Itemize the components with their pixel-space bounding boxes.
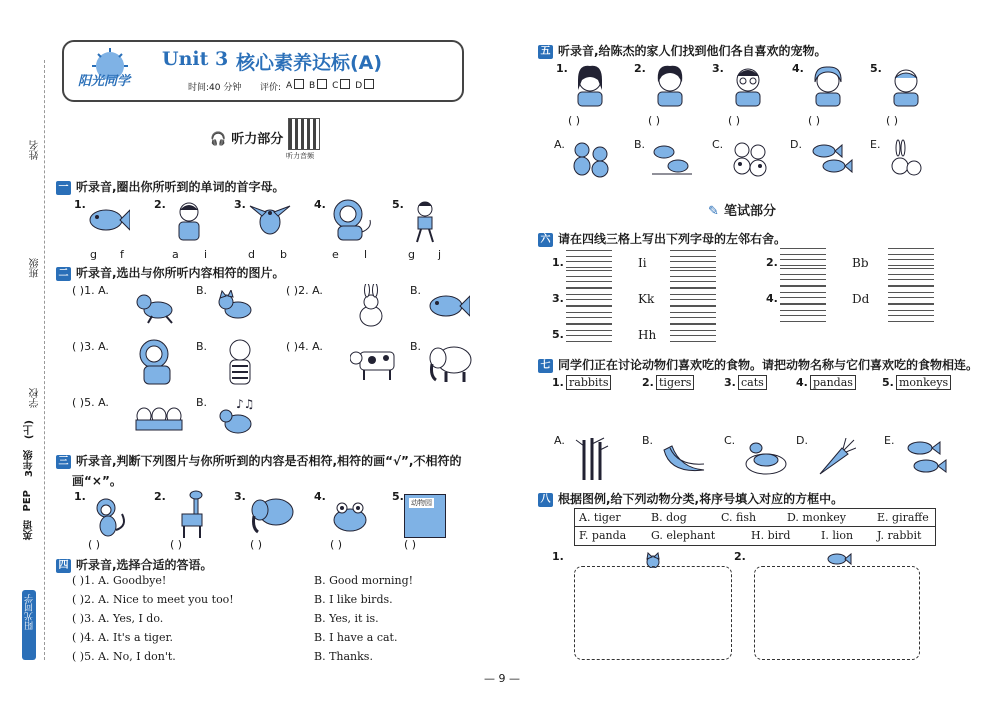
letter-option-b[interactable]: j	[438, 248, 442, 261]
grade-options	[286, 79, 376, 91]
sec6-title	[538, 230, 786, 247]
judge-answer[interactable]: ( )	[404, 538, 417, 551]
letter-option-a[interactable]: d	[248, 248, 255, 261]
logo	[70, 48, 150, 90]
sec7-num: 七	[538, 359, 553, 373]
rabbits-icon	[888, 138, 924, 178]
sort-box-2[interactable]	[754, 566, 920, 660]
sec6-text: 请在四线三格上写出下列字母的左邻右舍。	[558, 232, 787, 246]
item-number: 2.	[642, 376, 654, 389]
side-margin	[0, 0, 48, 713]
answer-choice-a[interactable]: ( )1. A. Goodbye!	[72, 574, 167, 587]
spine-edition: PEP	[22, 490, 33, 512]
item-number: 1.	[74, 490, 86, 503]
logo-text: 阳光同学	[78, 74, 131, 89]
headphone-icon: 🎧	[210, 132, 227, 147]
table-cell: G. elephant	[651, 529, 716, 542]
sec6-grid	[552, 248, 952, 348]
bananas-icon	[660, 442, 708, 478]
writing-lines[interactable]	[566, 306, 612, 324]
table-cell: H. bird	[751, 529, 791, 542]
writing-lines[interactable]	[888, 286, 934, 304]
bamboo-icon	[574, 436, 610, 480]
pet-option-label: D.	[790, 138, 802, 151]
grade-c: C	[332, 81, 339, 91]
judge-answer[interactable]: ( )	[250, 538, 263, 551]
writing-lines[interactable]	[566, 250, 612, 268]
table-cell: D. monkey	[787, 511, 846, 524]
man-glasses-icon	[728, 64, 768, 108]
given-letter: Dd	[852, 292, 870, 306]
grade-box[interactable]	[364, 79, 374, 89]
fish-face-icon	[826, 550, 852, 566]
qr-caption: 听力音频	[286, 152, 314, 160]
item-number: 5.	[552, 328, 564, 341]
tiger-icon	[220, 338, 260, 386]
item-number: 5.	[392, 490, 404, 503]
sec3-items	[70, 490, 470, 554]
sec5-num: 五	[538, 45, 553, 59]
animal-word[interactable]: tigers	[656, 375, 694, 390]
item-number: 3.	[234, 490, 246, 503]
elephant-icon	[248, 494, 296, 536]
writing-lines[interactable]	[888, 304, 934, 322]
item-number: 4.	[314, 198, 326, 211]
writing-lines[interactable]	[566, 324, 612, 342]
sec5-pets	[552, 134, 952, 184]
pet-option-label: C.	[712, 138, 724, 151]
answer-choice-a[interactable]: ( )3. A. Yes, I do.	[72, 612, 164, 625]
item-number: 1.	[552, 550, 564, 563]
cow-icon	[350, 346, 400, 382]
school-label: 学校	[30, 388, 41, 408]
table-cell: C. fish	[721, 511, 757, 524]
woman-icon	[570, 64, 610, 108]
sec1-text: 听录音,圈出你所听到的单词的首字母。	[76, 180, 285, 194]
writing-label: 笔试部分	[724, 204, 777, 219]
item-number: 3.	[552, 292, 564, 305]
page-title: 核心素养达标(A)	[236, 52, 383, 74]
grade-box[interactable]	[340, 79, 350, 89]
pet-answer[interactable]: ( )	[568, 114, 581, 127]
sec8-num: 八	[538, 493, 553, 507]
pet-answer[interactable]: ( )	[648, 114, 661, 127]
sec3-text-a: 听录音,判断下列图片与你所听到的内容是否相符,相符的画“√”,不相符的	[76, 454, 462, 468]
judge-answer[interactable]: ( )	[170, 538, 183, 551]
grade-d: D	[355, 81, 363, 91]
page-number: — 9 —	[484, 672, 520, 685]
judge-answer[interactable]: ( )	[330, 538, 343, 551]
pet-answer[interactable]: ( )	[886, 114, 899, 127]
time-label: 时间:40 分钟	[188, 83, 242, 93]
list-item	[230, 196, 310, 262]
animal-word[interactable]: rabbits	[566, 375, 611, 390]
sec5-people	[552, 62, 952, 132]
answer-choice-a[interactable]: ( )4. A. It's a tiger.	[72, 631, 174, 644]
writing-lines[interactable]	[670, 250, 716, 268]
listening-heading	[210, 128, 283, 147]
unit-label: Unit 3	[162, 48, 229, 70]
giraffe-icon	[174, 490, 208, 540]
frog-icon	[328, 498, 372, 534]
pet-option-label: B.	[634, 138, 646, 151]
animal-word[interactable]: pandas	[810, 375, 856, 390]
item-number: 2.	[154, 490, 166, 503]
dog-icon	[134, 290, 180, 324]
sec8-text: 根据图例,给下列动物分类,将序号填入对应的方框中。	[558, 492, 844, 506]
food-option-label: B.	[642, 434, 654, 447]
cat-icon	[214, 290, 260, 324]
sec6-num: 六	[538, 233, 553, 247]
item-number: 2.	[634, 62, 646, 75]
sec1-num: 一	[56, 181, 71, 195]
letter-option-a[interactable]: a	[172, 248, 179, 261]
pet-option-label: E.	[870, 138, 881, 151]
sec3-num: 三	[56, 455, 71, 469]
spine-label	[22, 420, 38, 660]
listening-label: 听力部分	[231, 132, 284, 147]
list-item	[70, 196, 150, 262]
spine-subject: 英语	[24, 520, 35, 540]
item-number: 5.	[392, 198, 404, 211]
grade-b: B	[309, 81, 316, 91]
answer-choice-a[interactable]: ( )2. A. Nice to meet you too!	[72, 593, 234, 606]
list-item	[390, 196, 470, 262]
birds-icon	[650, 140, 694, 176]
answer-choice-b[interactable]: B. I have a cat.	[314, 631, 398, 644]
list-item	[310, 196, 390, 262]
answer-choice-b[interactable]: B. Yes, it is.	[314, 612, 379, 625]
sec4-text: 听录音,选择合适的答语。	[76, 558, 213, 572]
fish-dish-icon	[744, 440, 788, 478]
item-number: 1.	[556, 62, 568, 75]
writing-lines[interactable]	[780, 268, 826, 286]
given-letter: Kk	[638, 292, 655, 306]
dogs-icon	[730, 138, 770, 178]
sec5-text: 听录音,给陈杰的家人们找到他们各自喜欢的宠物。	[558, 44, 827, 58]
class-label: 班级	[30, 258, 41, 278]
fish-icon	[426, 290, 470, 322]
sec2-q2[interactable]: ( )2. A.	[286, 284, 323, 297]
header-box	[62, 40, 464, 102]
item-number: 2.	[766, 256, 778, 269]
carrot-icon	[816, 438, 856, 478]
given-letter: Ii	[638, 256, 647, 270]
food-option-label: D.	[796, 434, 808, 447]
food-option-label: C.	[724, 434, 736, 447]
cats-icon	[570, 138, 614, 178]
table-cell: E. giraffe	[877, 511, 929, 524]
food-option-label: E.	[884, 434, 895, 447]
sec7-text: 同学们正在讨论动物们喜欢吃的食物。请把动物名称与它们喜欢吃的食物相连。	[558, 358, 979, 372]
svg-text:♪♫: ♪♫	[236, 397, 255, 411]
writing-lines[interactable]	[888, 248, 934, 266]
sec2-q5-b: B.	[196, 396, 208, 409]
writing-lines[interactable]	[566, 288, 612, 306]
item-number: 2.	[154, 198, 166, 211]
writing-lines[interactable]	[780, 248, 826, 266]
writing-lines[interactable]	[670, 306, 716, 324]
writing-lines[interactable]	[780, 304, 826, 322]
item-number: 3.	[712, 62, 724, 75]
writing-lines[interactable]	[670, 324, 716, 342]
sort-box-1[interactable]	[574, 566, 732, 660]
item-number: 5.	[870, 62, 882, 75]
rabbit-icon	[354, 284, 388, 328]
answer-choice-b[interactable]: B. Thanks.	[314, 650, 373, 663]
letter-option-b[interactable]: f	[120, 248, 124, 261]
sec5-title	[538, 42, 827, 59]
answer-choice-b[interactable]: B. I like birds.	[314, 593, 393, 606]
sec4-title	[56, 556, 213, 573]
pet-option-label: A.	[554, 138, 565, 151]
girl-icon	[650, 64, 690, 108]
item-number: 3.	[234, 198, 246, 211]
item-number: 1.	[74, 198, 86, 211]
writing-lines[interactable]	[670, 288, 716, 306]
cut-line	[44, 60, 45, 660]
table-cell: B. dog	[651, 511, 687, 524]
grade-box[interactable]	[294, 79, 304, 89]
sec2-title	[56, 264, 285, 281]
list-item	[150, 196, 230, 262]
animal-table	[574, 508, 936, 546]
given-letter: Bb	[852, 256, 869, 270]
sec2-q2-b: B.	[410, 284, 422, 297]
kid-icon	[410, 200, 440, 244]
table-divider	[575, 526, 935, 527]
name-label: 姓名	[30, 140, 41, 160]
grade-a: A	[286, 81, 293, 91]
grandpa-icon	[886, 64, 926, 108]
sec2-q4-b: B.	[410, 340, 422, 353]
item-number: 3.	[724, 376, 736, 389]
writing-heading	[708, 200, 776, 219]
sec2-q3[interactable]: ( )3. A.	[72, 340, 109, 353]
grade-box[interactable]	[317, 79, 327, 89]
item-number: 5.	[882, 376, 894, 389]
sec1-items	[70, 196, 470, 262]
letter-option-a[interactable]: g	[90, 248, 97, 261]
fishes-icon	[808, 142, 854, 174]
spine-grade: 3年级	[24, 450, 35, 477]
table-cell: A. tiger	[579, 511, 621, 524]
item-number: 1.	[552, 256, 564, 269]
spine-brand: 阳光同学	[25, 594, 35, 630]
item-number: 4.	[792, 62, 804, 75]
bird-icon	[248, 200, 292, 240]
table-cell: J. rabbit	[877, 529, 922, 542]
spine-term: (上)	[24, 420, 35, 440]
pencil-icon: ✎	[708, 204, 719, 219]
table-cell: I. lion	[821, 529, 854, 542]
boy-icon	[172, 200, 206, 242]
item-number: 1.	[552, 376, 564, 389]
monkey-icon	[88, 496, 128, 538]
item-number: 4.	[796, 376, 808, 389]
item-number: 4.	[766, 292, 778, 305]
letter-option-a[interactable]: g	[408, 248, 415, 261]
answer-choice-a[interactable]: ( )5. A. No, I don't.	[72, 650, 176, 663]
item-number: 4.	[314, 490, 326, 503]
sec1-title	[56, 178, 285, 195]
sec7-title	[538, 356, 978, 373]
fish-icon	[86, 204, 130, 236]
pet-answer[interactable]: ( )	[808, 114, 821, 127]
food-option-label: A.	[554, 434, 565, 447]
letter-option-a[interactable]: e	[332, 248, 339, 261]
grandma-icon	[808, 64, 848, 108]
sec7-foods	[552, 432, 952, 482]
sec3-text-b: 画“×”。	[72, 474, 122, 488]
answer-choice-b[interactable]: B. Good morning!	[314, 574, 414, 587]
sec2-q1[interactable]: ( )1. A.	[72, 284, 109, 297]
sec8-title	[538, 490, 843, 507]
sec7-animals	[552, 376, 952, 394]
judge-answer[interactable]: ( )	[88, 538, 101, 551]
qr-code[interactable]	[288, 118, 320, 150]
singing-bird-icon	[212, 396, 258, 440]
eggs-icon	[134, 406, 184, 432]
writing-lines[interactable]	[566, 270, 612, 288]
fish-food-icon	[902, 438, 948, 478]
letter-option-b[interactable]: i	[204, 248, 208, 261]
writing-lines[interactable]	[888, 268, 934, 286]
sec2-q5[interactable]: ( )5. A.	[72, 396, 109, 409]
sec2-num: 二	[56, 267, 71, 281]
sec2-q1-b: B.	[196, 284, 208, 297]
animal-word[interactable]: cats	[738, 375, 767, 390]
sec2-q4[interactable]: ( )4. A.	[286, 340, 323, 353]
sec2-text: 听录音,选出与你所听内容相符的图片。	[76, 266, 285, 280]
sec3-title	[56, 452, 461, 469]
sec4-num: 四	[56, 559, 71, 573]
given-letter: Hh	[638, 328, 657, 342]
zoo-sign: 动物园	[411, 499, 432, 507]
lion-icon	[328, 198, 374, 244]
pet-answer[interactable]: ( )	[728, 114, 741, 127]
spine-logo	[22, 590, 36, 660]
letter-option-b[interactable]: l	[364, 248, 368, 261]
zoo-gate-icon	[404, 494, 446, 538]
animal-word[interactable]: monkeys	[896, 375, 951, 390]
lion-icon	[134, 338, 180, 386]
item-number: 2.	[734, 550, 746, 563]
writing-lines[interactable]	[670, 270, 716, 288]
elephant-icon	[426, 342, 474, 384]
writing-lines[interactable]	[780, 286, 826, 304]
letter-option-b[interactable]: b	[280, 248, 287, 261]
table-cell: F. panda	[579, 529, 627, 542]
grade-label: 评价:	[260, 83, 282, 93]
sec2-q3-b: B.	[196, 340, 208, 353]
